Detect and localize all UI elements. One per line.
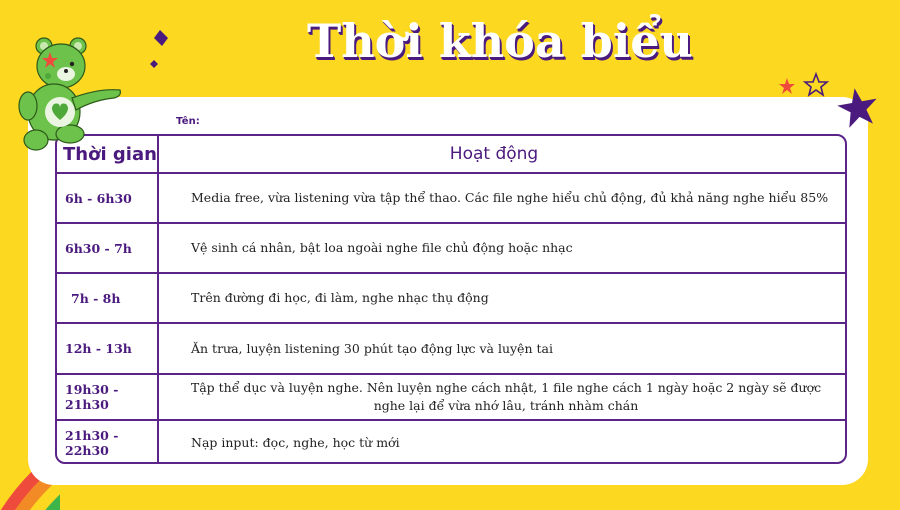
row-time: 12h - 13h (57, 324, 159, 373)
row-time: 6h - 6h30 (57, 174, 159, 222)
row-activity: Ăn trưa, luyện listening 30 phút tạo động lực và luyện tai (191, 340, 553, 356)
table-row (57, 174, 845, 224)
green-care-bear-icon (14, 36, 124, 156)
purple-diamond-confetti-icon (148, 28, 178, 72)
stars-decoration-icon (770, 70, 890, 140)
row-activity: Trên đường đi học, đi làm, nghe nhạc thụ động (191, 290, 489, 305)
schedule-table (55, 134, 847, 464)
table-row (57, 324, 845, 375)
row-time: 6h30 - 7h (57, 224, 159, 272)
page-title: Thời khóa biểu (306, 14, 693, 68)
row-activity: Tập thể dục và luyện nghe. Nên luyện nghe cách nhật, 1 file nghe cách 1 ngày hoặc 2 ngày sẽ được nghe lại để vừa nhớ lâu, tránh nhàm chán (190, 380, 822, 413)
header-time: Thời gian (57, 136, 159, 172)
row-time: 19h30 - 21h30 (57, 375, 159, 419)
name-label: Tên: (176, 116, 200, 127)
row-time: 21h30 - 22h30 (57, 421, 159, 464)
header-activity: Hoạt động (449, 144, 539, 164)
row-time: 7h - 8h (57, 274, 159, 322)
row-activity: Nạp input: đọc, nghe, học từ mới (191, 434, 400, 450)
table-row (57, 274, 845, 324)
table-row (57, 421, 845, 464)
row-activity: Vệ sinh cá nhân, bật loa ngoài nghe file chủ động hoặc nhạc (191, 240, 573, 255)
table-row (57, 375, 845, 421)
table-header-row (57, 136, 845, 174)
row-activity: Media free, vừa listening vừa tập thể thao. Các file nghe hiểu chủ động, đủ khả năng nghe hiểu 85% (191, 190, 829, 205)
table-row (57, 224, 845, 274)
